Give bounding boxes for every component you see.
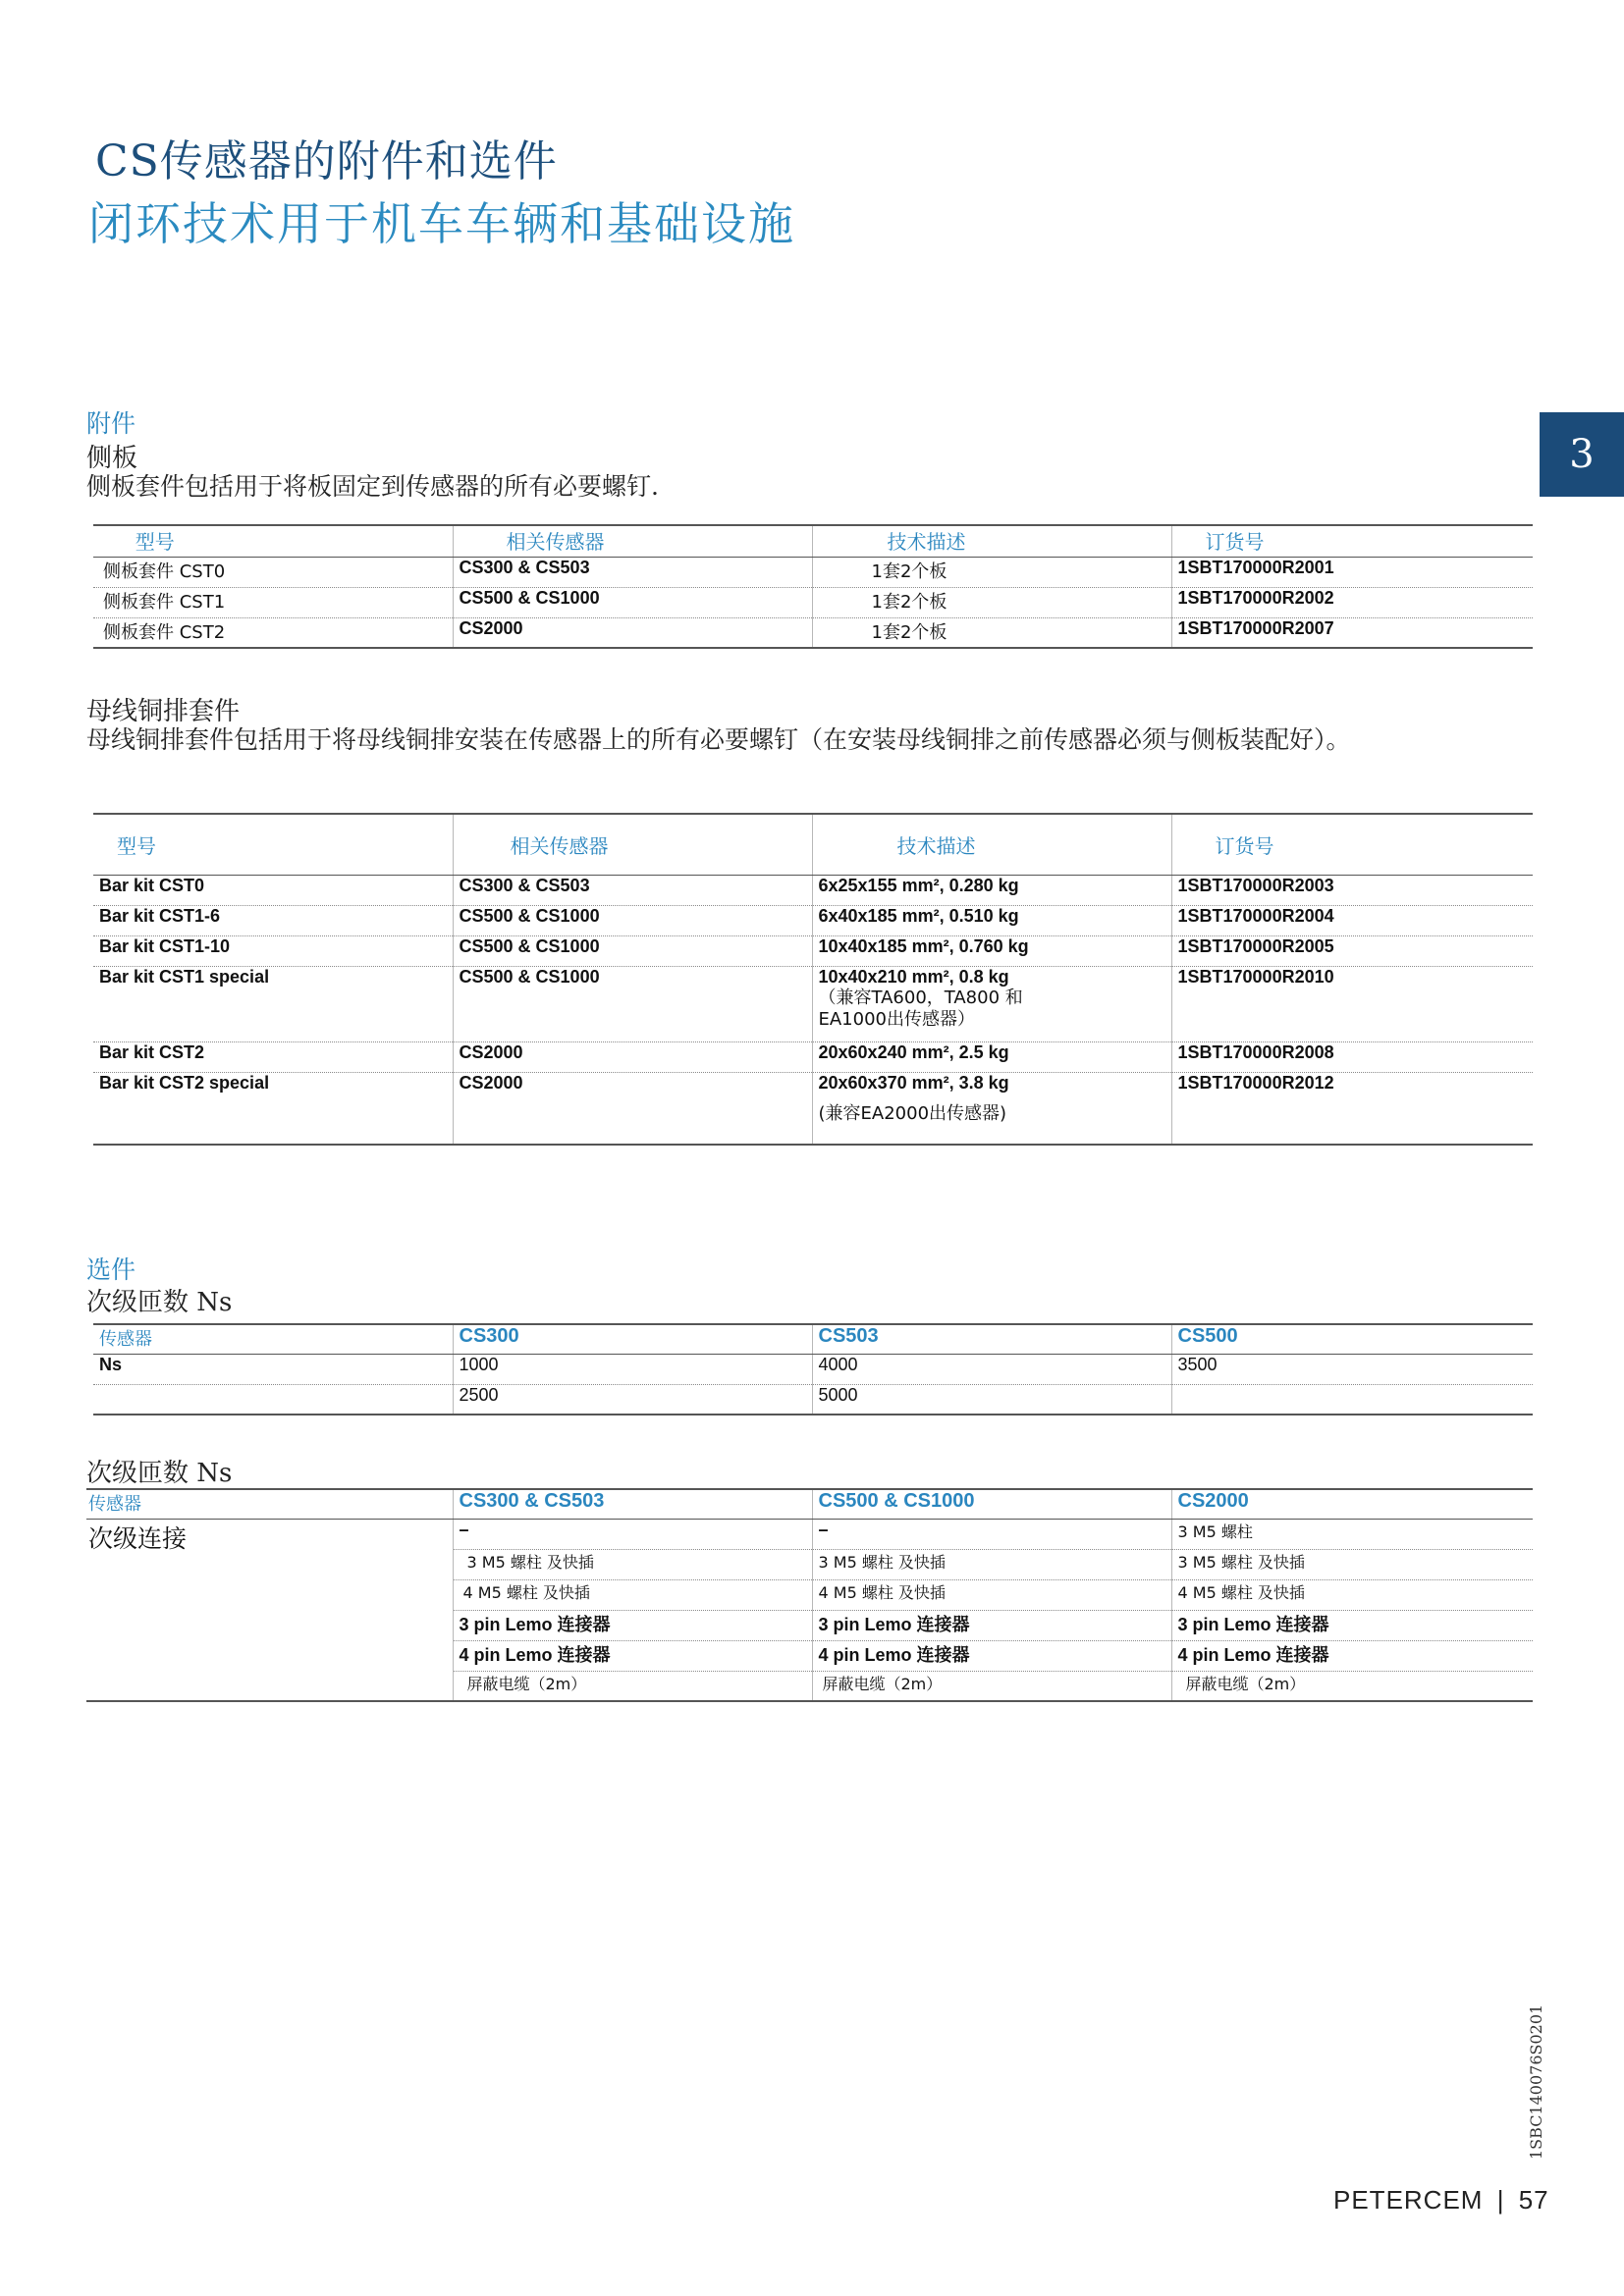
- cell-order: 1SBT170000R2010: [1171, 966, 1533, 1041]
- desc-note: （兼容TA600，TA800 和EA1000出传感器）: [818, 987, 1023, 1030]
- cell-desc: 6x40x185 mm², 0.510 kg: [812, 905, 1171, 935]
- cell-value: 3 M5 螺柱 及快插: [1171, 1549, 1533, 1579]
- table-row: [93, 1041, 1533, 1072]
- table-row: [93, 1072, 1533, 1145]
- cell-value: 3 pin Lemo 连接器: [812, 1610, 1171, 1640]
- col-header-cs503: CS503: [812, 1324, 1171, 1354]
- page-subtitle: 闭环技术用于机车车辆和基础设施: [88, 197, 795, 250]
- cell-type: Bar kit CST2: [93, 1041, 453, 1072]
- cell-sensor: CS300 & CS503: [453, 557, 812, 587]
- cell-value: 1000: [453, 1354, 812, 1384]
- cell-type: Bar kit CST0: [93, 875, 453, 905]
- cell-desc: 6x25x155 mm², 0.280 kg: [812, 875, 1171, 905]
- chapter-tab: 3: [1540, 412, 1624, 497]
- page-number: 57: [1518, 2185, 1549, 2215]
- cell-sensor: CS500 & CS1000: [453, 587, 812, 617]
- col-header-cs500-cs1000: CS500 & CS1000: [812, 1489, 1171, 1519]
- table-row: [93, 966, 1533, 1041]
- col-header-cs500: CS500: [1171, 1324, 1533, 1354]
- table-row: [93, 1354, 1533, 1384]
- cell-sensor: CS300 & CS503: [453, 875, 812, 905]
- page-title: CS传感器的附件和选件: [95, 136, 558, 187]
- page-footer: [1333, 2185, 1549, 2216]
- cell-value: 3 pin Lemo 连接器: [453, 1610, 812, 1640]
- col-header-cs300: CS300: [453, 1324, 812, 1354]
- col-header-desc: 技术描述: [812, 525, 1171, 557]
- cell-order: 1SBT170000R2012: [1171, 1072, 1533, 1145]
- cell-type: 侧板套件 CST2: [93, 617, 453, 648]
- col-header-desc: 技术描述: [812, 814, 1171, 875]
- cell-value: 5000: [812, 1384, 1171, 1415]
- cell-value: 4 pin Lemo 连接器: [812, 1640, 1171, 1671]
- cell-sensor: CS500 & CS1000: [453, 905, 812, 935]
- cell-value: 屏蔽电缆（2m）: [453, 1671, 812, 1701]
- cell-type: Bar kit CST2 special: [93, 1072, 453, 1145]
- cell-order: 1SBT170000R2008: [1171, 1041, 1533, 1072]
- desc-text: 20x60x370 mm², 3.8 kg: [818, 1072, 1009, 1093]
- cell-value: 屏蔽电缆（2m）: [812, 1671, 1171, 1701]
- brand-name: PETERCEM: [1333, 2185, 1484, 2215]
- cell-order: 1SBT170000R2003: [1171, 875, 1533, 905]
- cell-value: 屏蔽电缆（2m）: [1171, 1671, 1533, 1701]
- cell-value: 3 pin Lemo 连接器: [1171, 1610, 1533, 1640]
- col-header-order: 订货号: [1171, 814, 1533, 875]
- row-label-connection: 次级连接: [86, 1519, 453, 1701]
- side-plate-description: 侧板套件包括用于将板固定到传感器的所有必要螺钉.: [86, 472, 659, 501]
- ns-heading: 次级匝数 Ns: [86, 1288, 233, 1317]
- cell-desc: [812, 966, 1171, 1041]
- table-row: [93, 587, 1533, 617]
- connection-table: [86, 1488, 1533, 1702]
- cell-type: Bar kit CST1 special: [93, 966, 453, 1041]
- table-row: [93, 905, 1533, 935]
- cell-desc: 10x40x185 mm², 0.760 kg: [812, 935, 1171, 966]
- table-row: [93, 617, 1533, 648]
- cell-type: Bar kit CST1-6: [93, 905, 453, 935]
- col-header-sensor: 相关传感器: [453, 814, 812, 875]
- cell-value: 3 M5 螺柱: [1171, 1519, 1533, 1549]
- table-row: [93, 935, 1533, 966]
- cell-value: 4000: [812, 1354, 1171, 1384]
- cell-value: –: [812, 1519, 1171, 1549]
- col-header-type: 型号: [93, 814, 453, 875]
- connection-heading: 次级匝数 Ns: [86, 1459, 233, 1488]
- accessories-heading: 附件: [86, 409, 136, 438]
- cell-sensor: CS2000: [453, 1041, 812, 1072]
- cell-value: 2500: [453, 1384, 812, 1415]
- col-header-sensor: 相关传感器: [453, 525, 812, 557]
- cell-order: 1SBT170000R2004: [1171, 905, 1533, 935]
- table-row: [93, 875, 1533, 905]
- col-header-cs300-cs503: CS300 & CS503: [453, 1489, 812, 1519]
- desc-text: 10x40x210 mm², 0.8 kg: [818, 966, 1009, 987]
- cell-sensor: CS500 & CS1000: [453, 935, 812, 966]
- side-plate-table: [93, 524, 1533, 649]
- footer-divider: |: [1496, 2185, 1505, 2215]
- cell-value: [1171, 1384, 1533, 1415]
- options-heading: 选件: [86, 1255, 136, 1284]
- cell-sensor: CS500 & CS1000: [453, 966, 812, 1041]
- desc-note: (兼容EA2000出传感器): [818, 1102, 1007, 1124]
- cell-type: 侧板套件 CST0: [93, 557, 453, 587]
- cell-desc: 1套2个板: [812, 617, 1171, 648]
- cell-sensor: CS2000: [453, 1072, 812, 1145]
- cell-value: 4 M5 螺柱 及快插: [453, 1579, 812, 1610]
- bar-kit-heading: 母线铜排套件: [86, 697, 241, 726]
- cell-value: 3 M5 螺柱 及快插: [453, 1549, 812, 1579]
- bar-kit-table: [93, 813, 1533, 1146]
- cell-order: 1SBT170000R2007: [1171, 617, 1533, 648]
- col-header-order: 订货号: [1171, 525, 1533, 557]
- row-label-ns: Ns: [93, 1354, 453, 1384]
- cell-sensor: CS2000: [453, 617, 812, 648]
- cell-desc: 1套2个板: [812, 557, 1171, 587]
- cell-value: 3500: [1171, 1354, 1533, 1384]
- cell-value: 4 pin Lemo 连接器: [453, 1640, 812, 1671]
- table-row: [86, 1519, 1533, 1549]
- cell-value: 4 M5 螺柱 及快插: [1171, 1579, 1533, 1610]
- cell-value: 4 M5 螺柱 及快插: [812, 1579, 1171, 1610]
- cell-order: 1SBT170000R2001: [1171, 557, 1533, 587]
- table-row: [93, 557, 1533, 587]
- col-header-type: 型号: [93, 525, 453, 557]
- cell-value: 3 M5 螺柱 及快插: [812, 1549, 1171, 1579]
- col-header-sensor: 传感器: [93, 1324, 453, 1354]
- table-row: [93, 1384, 1533, 1415]
- cell-empty: [93, 1384, 453, 1415]
- cell-type: 侧板套件 CST1: [93, 587, 453, 617]
- ns-table: [93, 1323, 1533, 1415]
- cell-desc: 1套2个板: [812, 587, 1171, 617]
- cell-value: 4 pin Lemo 连接器: [1171, 1640, 1533, 1671]
- side-plate-heading: 侧板: [86, 444, 138, 473]
- cell-order: 1SBT170000R2002: [1171, 587, 1533, 617]
- cell-desc: 20x60x240 mm², 2.5 kg: [812, 1041, 1171, 1072]
- col-header-sensor: 传感器: [86, 1489, 453, 1519]
- cell-desc: [812, 1072, 1171, 1145]
- bar-kit-description: 母线铜排套件包括用于将母线铜排安装在传感器上的所有必要螺钉（在安装母线铜排之前传感器必须与侧板装配好）。: [86, 725, 1351, 754]
- cell-value: –: [453, 1519, 812, 1549]
- document-number: 1SBC140076S0201: [1527, 2003, 1545, 2160]
- cell-order: 1SBT170000R2005: [1171, 935, 1533, 966]
- cell-type: Bar kit CST1-10: [93, 935, 453, 966]
- col-header-cs2000: CS2000: [1171, 1489, 1533, 1519]
